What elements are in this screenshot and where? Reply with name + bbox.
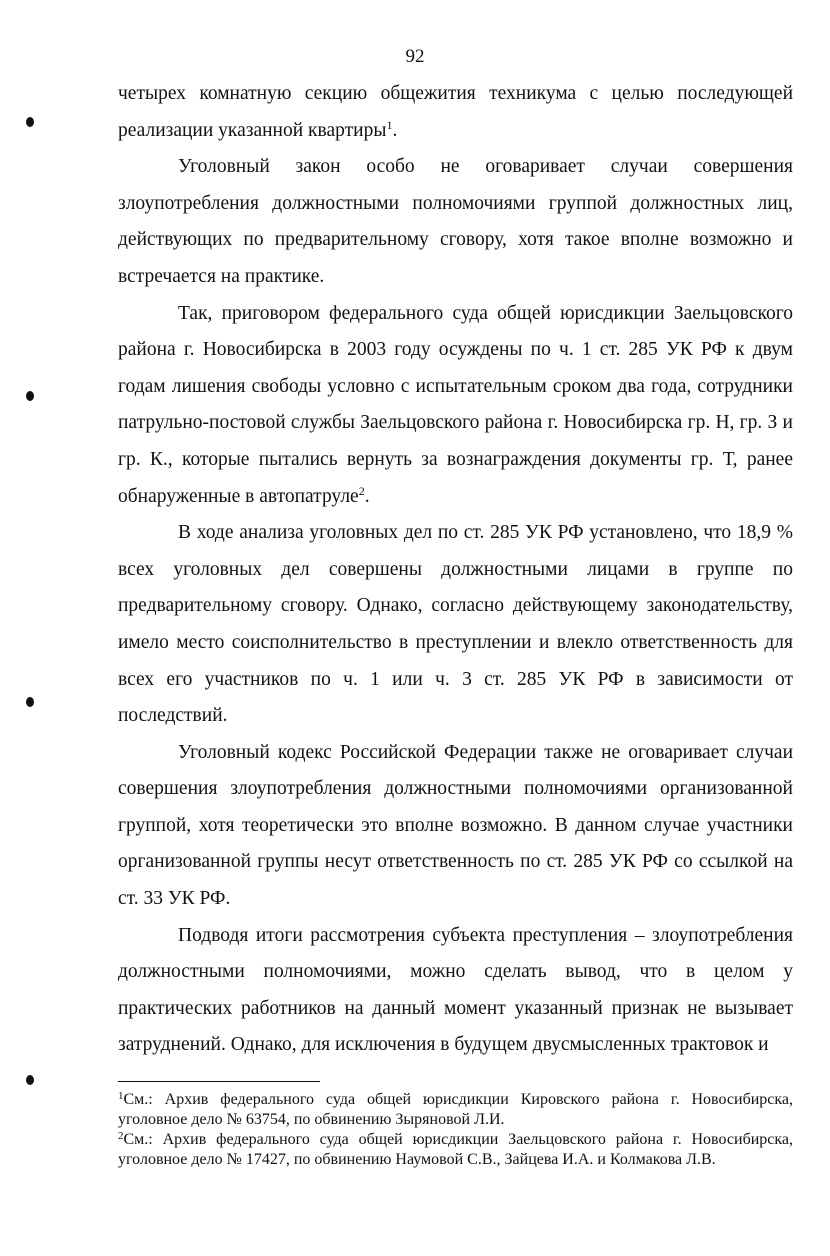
- paragraph: Подводя итоги рассмотрения субъекта преступления – злоупотребления должностными полномочиями, можно сделать вывод, что в целом у практических работников на данный момент указанный признак не вызывает затруднений. Однако, для исключения в будущем двусмысленных трактовок и: [118, 924, 793, 1056]
- binding-hole-mark: [26, 117, 34, 127]
- binding-hole-mark: [26, 391, 34, 401]
- footnote-marker: 2: [118, 1130, 124, 1142]
- paragraph: Уголовный закон особо не оговаривает случаи совершения злоупотребления должностными полномочиями группой должностных лиц, действующих по предварительному сговору, хотя такое вполне возможно и встречается на практике.: [118, 156, 793, 287]
- body-text: [118, 76, 793, 1064]
- paragraph: Уголовный кодекс Российской Федерации также не оговаривает случаи совершения злоупотребления должностными полномочиями организованной группой, хотя теоретически это вполне возможно. В данном случае участники организованной группы несут ответственность по ст. 285 УК РФ со ссылкой на ст. 33 УК РФ.: [118, 741, 793, 910]
- footnote-ref[interactable]: 2: [358, 483, 365, 498]
- footnotes: [118, 1090, 793, 1170]
- paragraph: четырех комнатную секцию общежития техникума с целью последующей реализации указанной квартиры$^1$.: [118, 83, 793, 141]
- footnote: $^2$См.: Архив федерального суда общей юрисдикции Заельцовского района г. Новосибирска, уголовное дело № 17427, по обвинению Наумовой С.В., Зайцева И.А. и Колмакова Л.В.: [118, 1130, 793, 1168]
- binding-hole-mark: [26, 1075, 34, 1085]
- binding-hole-mark: [26, 697, 34, 707]
- footnote-marker: 1: [118, 1090, 124, 1102]
- footnote-ref[interactable]: 1: [386, 117, 393, 132]
- paragraph: Так, приговором федерального суда общей юрисдикции Заельцовского района г. Новосибирска в 2003 году осуждены по ч. 1 ст. 285 УК РФ к двум годам лишения свободы условно с испытательным сроком два года, сотрудники патрульно-постовой службы Заельцовского района г. Новосибирска гр. Н, гр. З и гр. К., которые пытались вернуть за вознаграждения документы гр. Т, ранее обнаруженные в автопатруле$^2$.: [118, 302, 793, 507]
- footnote-separator: [118, 1081, 320, 1082]
- paragraph: В ходе анализа уголовных дел по ст. 285 УК РФ установлено, что 18,9 % всех уголовных дел совершены должностными лицами в группе по предварительному сговору. Однако, согласно действующему законодательству, имело место соисполнительство в преступлении и влекло ответственность для всех его участников по ч. 1 или ч. 3 ст. 285 УК РФ в зависимости от последствий.: [118, 522, 793, 727]
- footnote: $^1$См.: Архив федерального суда общей юрисдикции Кировского района г. Новосибирска, уголовное дело № 63754, по обвинению Зыряновой Л.И.: [118, 1090, 793, 1128]
- page-number: 92: [405, 46, 425, 67]
